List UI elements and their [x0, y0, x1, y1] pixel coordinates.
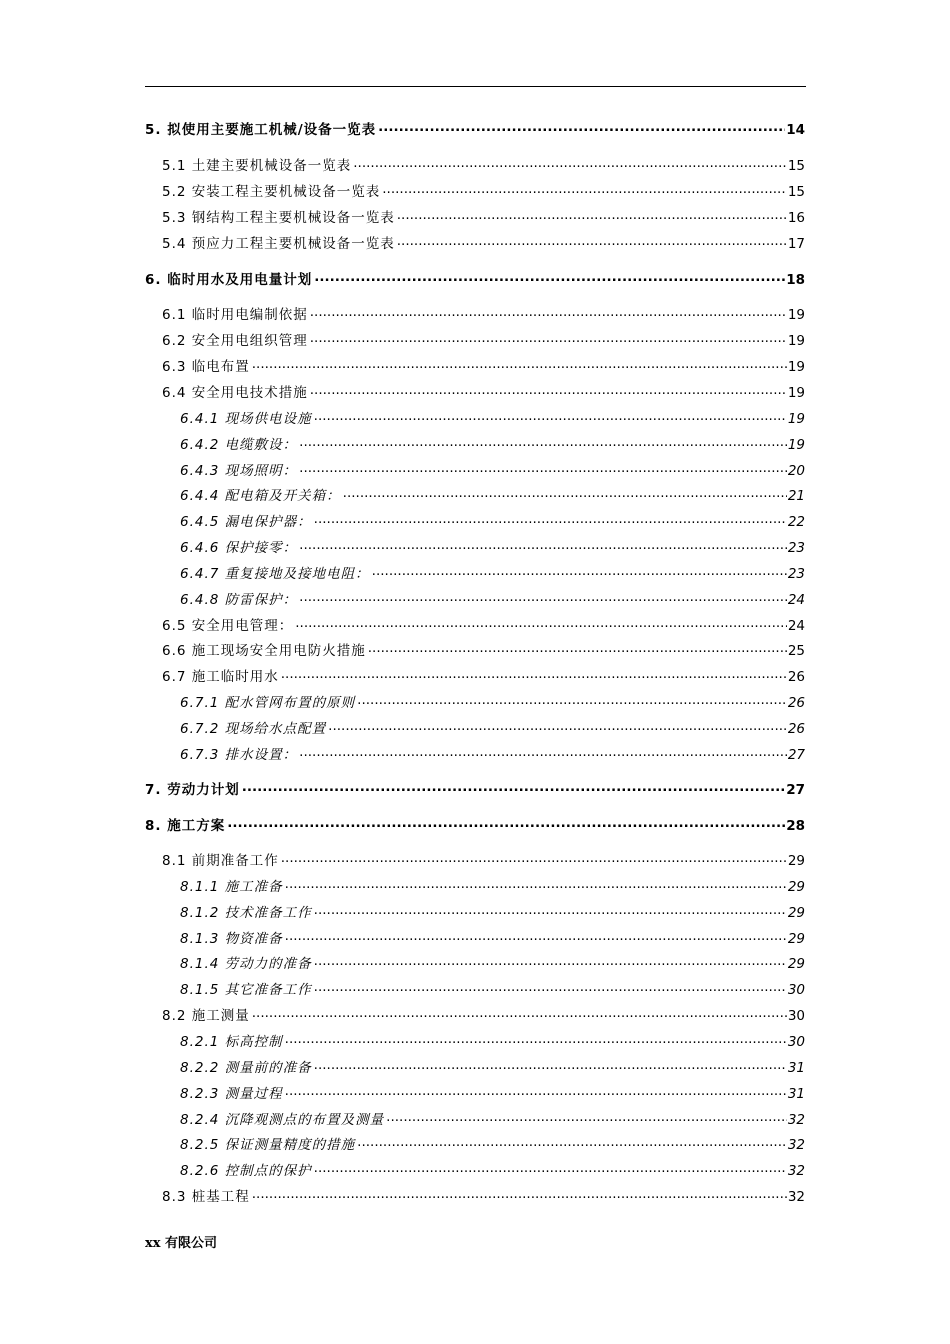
toc-dot-leader — [285, 878, 787, 892]
toc-dot-leader — [314, 981, 787, 995]
toc-entry[interactable] — [180, 588, 805, 608]
toc-dot-leader — [299, 462, 787, 476]
toc-entry[interactable] — [180, 875, 805, 895]
toc-entry-page-number: 16 — [787, 210, 805, 226]
toc-dot-leader — [386, 1111, 787, 1125]
toc-dot-leader — [357, 1136, 787, 1150]
toc-entry[interactable] — [180, 433, 805, 453]
footer-company: xx 有限公司 — [145, 1236, 218, 1251]
toc-entry-title: 8.2.3 测量过程 — [180, 1086, 283, 1102]
toc-dot-leader — [314, 271, 785, 285]
toc-entry[interactable] — [180, 1133, 805, 1153]
toc-entry-page-number: 19 — [787, 307, 805, 323]
toc-dot-leader — [328, 720, 787, 734]
toc-entry-title: 7. 劳动力计划 — [145, 782, 240, 798]
toc-dot-leader — [252, 1007, 787, 1021]
toc-entry-title: 6.4.5 漏电保护器： — [180, 514, 312, 530]
toc-entry-page-number: 24 — [787, 618, 805, 634]
toc-entry-page-number: 22 — [787, 514, 805, 530]
toc-entry-title: 6.7 施工临时用水 — [162, 669, 279, 685]
toc-entry[interactable] — [145, 268, 805, 288]
toc-dot-leader — [368, 642, 787, 656]
toc-entry[interactable] — [162, 303, 805, 323]
toc-entry[interactable] — [180, 459, 805, 479]
toc-entry-title: 6.4.7 重复接地及接地电阻： — [180, 566, 370, 582]
toc-entry-page-number: 32 — [787, 1137, 805, 1153]
toc-dot-leader — [252, 358, 787, 372]
toc-dot-leader — [314, 513, 787, 527]
toc-entry[interactable] — [180, 743, 805, 763]
toc-entry[interactable] — [180, 484, 805, 504]
toc-dot-leader — [281, 668, 787, 682]
toc-entry[interactable] — [162, 329, 805, 349]
toc-entry-page-number: 27 — [786, 782, 805, 798]
toc-dot-leader — [285, 1033, 787, 1047]
toc-dot-leader — [252, 1188, 787, 1202]
toc-entry[interactable] — [162, 665, 805, 685]
toc-entry-page-number: 21 — [787, 488, 805, 504]
toc-entry[interactable] — [180, 901, 805, 921]
toc-entry-page-number: 20 — [787, 463, 805, 479]
toc-entry[interactable] — [162, 206, 805, 226]
toc-entry-title: 5.2 安装工程主要机械设备一览表 — [162, 184, 381, 200]
toc-entry[interactable] — [162, 154, 805, 174]
toc-entry-title: 8.1.4 劳动力的准备 — [180, 956, 312, 972]
toc-entry-title: 8.2.2 测量前的准备 — [180, 1060, 312, 1076]
toc-entry[interactable] — [180, 717, 805, 737]
toc-entry[interactable] — [162, 180, 805, 200]
toc-entry[interactable] — [162, 381, 805, 401]
toc-entry-title: 6.4.1 现场供电设施 — [180, 411, 312, 427]
toc-entry[interactable] — [162, 614, 805, 634]
toc-entry-title: 6.7.1 配水管网布置的原则 — [180, 695, 356, 711]
toc-entry-title: 6.4 安全用电技术措施 — [162, 385, 308, 401]
toc-entry-title: 6.7.2 现场给水点配置 — [180, 721, 327, 737]
toc-entry[interactable] — [162, 1004, 805, 1024]
toc-entry-title: 8.2.1 标高控制 — [180, 1034, 283, 1050]
toc-entry-page-number: 24 — [787, 592, 805, 608]
toc-entry[interactable] — [180, 1108, 805, 1128]
toc-entry-title: 8.2.4 沉降观测点的布置及测量 — [180, 1112, 385, 1128]
toc-dot-leader — [285, 930, 787, 944]
toc-entry-title: 8.1.5 其它准备工作 — [180, 982, 312, 998]
toc-entry-page-number: 17 — [787, 236, 805, 252]
toc-dot-leader — [299, 591, 787, 605]
toc-entry[interactable] — [180, 691, 805, 711]
toc-entry[interactable] — [180, 1159, 805, 1179]
toc-dot-leader — [353, 157, 787, 171]
toc-entry[interactable] — [180, 407, 805, 427]
toc-entry-title: 8. 施工方案 — [145, 818, 226, 834]
toc-entry-title: 5.1 土建主要机械设备一览表 — [162, 158, 352, 174]
toc-entry[interactable] — [145, 814, 805, 834]
toc-entry[interactable] — [162, 1185, 805, 1205]
toc-entry-title: 5. 拟使用主要施工机械/设备一览表 — [145, 122, 377, 138]
toc-dot-leader — [357, 694, 787, 708]
toc-entry[interactable] — [180, 536, 805, 556]
toc-entry-page-number: 19 — [787, 385, 805, 401]
toc-dot-leader — [372, 565, 787, 579]
toc-dot-leader — [295, 617, 787, 631]
toc-entry-page-number: 32 — [787, 1163, 805, 1179]
toc-entry[interactable] — [145, 118, 805, 138]
toc-entry[interactable] — [162, 355, 805, 375]
toc-dot-leader — [299, 746, 787, 760]
toc-entry-page-number: 30 — [787, 1034, 805, 1050]
toc-entry-page-number: 15 — [787, 158, 805, 174]
toc-entry[interactable] — [162, 232, 805, 252]
toc-entry-page-number: 14 — [786, 122, 805, 138]
toc-entry-page-number: 28 — [786, 818, 805, 834]
header-rule — [145, 86, 806, 87]
toc-entry-page-number: 27 — [787, 747, 805, 763]
toc-entry[interactable] — [180, 952, 805, 972]
toc-dot-leader — [310, 384, 787, 398]
toc-dot-leader — [242, 781, 785, 795]
toc-dot-leader — [343, 487, 787, 501]
toc-entry-page-number: 32 — [787, 1112, 805, 1128]
toc-entry-page-number: 19 — [787, 437, 805, 453]
toc-entry-page-number: 23 — [787, 566, 805, 582]
toc-entry-page-number: 31 — [787, 1086, 805, 1102]
toc-entry-title: 6. 临时用水及用电量计划 — [145, 272, 313, 288]
toc-entry-page-number: 29 — [787, 853, 805, 869]
toc-entry-title: 6.5 安全用电管理： — [162, 618, 294, 634]
toc-dot-leader — [299, 436, 787, 450]
toc-entry[interactable] — [145, 778, 805, 798]
toc-entry-page-number: 29 — [787, 931, 805, 947]
toc-entry[interactable] — [180, 1082, 805, 1102]
toc-entry-title: 8.2.5 保证测量精度的措施 — [180, 1137, 356, 1153]
toc-entry-page-number: 30 — [787, 1008, 805, 1024]
toc-entry[interactable] — [180, 978, 805, 998]
toc-dot-leader — [378, 121, 785, 135]
toc-entry-title: 8.2 施工测量 — [162, 1008, 250, 1024]
toc-entry-page-number: 30 — [787, 982, 805, 998]
toc-entry-title: 6.4.2 电缆敷设： — [180, 437, 298, 453]
toc-entry-page-number: 32 — [787, 1189, 805, 1205]
toc-entry[interactable] — [180, 1056, 805, 1076]
toc-entry-page-number: 29 — [787, 879, 805, 895]
toc-entry-page-number: 29 — [787, 956, 805, 972]
toc-entry-page-number: 19 — [787, 411, 805, 427]
toc-dot-leader — [382, 183, 787, 197]
toc-dot-leader — [397, 209, 787, 223]
toc-entry[interactable] — [180, 1030, 805, 1050]
toc-entry[interactable] — [180, 927, 805, 947]
toc-entry-page-number: 26 — [787, 695, 805, 711]
toc-entry-page-number: 25 — [787, 643, 805, 659]
toc-entry-title: 6.4.3 现场照明： — [180, 463, 298, 479]
toc-entry-title: 8.1.3 物资准备 — [180, 931, 283, 947]
toc-entry-title: 6.4.6 保护接零： — [180, 540, 298, 556]
toc-entry-page-number: 31 — [787, 1060, 805, 1076]
toc-entry[interactable] — [180, 510, 805, 530]
toc-entry-title: 6.6 施工现场安全用电防火措施 — [162, 643, 366, 659]
toc-entry-page-number: 18 — [786, 272, 805, 288]
toc-entry-page-number: 19 — [787, 359, 805, 375]
toc-entry-title: 8.1.2 技术准备工作 — [180, 905, 312, 921]
toc-dot-leader — [310, 306, 787, 320]
toc-dot-leader — [310, 332, 787, 346]
toc-entry-title: 8.2.6 控制点的保护 — [180, 1163, 312, 1179]
toc-entry-title: 8.3 桩基工程 — [162, 1189, 250, 1205]
toc-dot-leader — [227, 817, 785, 831]
toc-dot-leader — [314, 410, 787, 424]
toc-dot-leader — [299, 539, 787, 553]
toc-entry-title: 6.1 临时用电编制依据 — [162, 307, 308, 323]
toc-entry-title: 6.4.4 配电箱及开关箱： — [180, 488, 341, 504]
toc-dot-leader — [314, 955, 787, 969]
toc-entry-page-number: 19 — [787, 333, 805, 349]
toc-dot-leader — [397, 235, 787, 249]
toc-entry[interactable] — [162, 639, 805, 659]
toc-entry-title: 6.3 临电布置 — [162, 359, 250, 375]
toc-entry-title: 5.4 预应力工程主要机械设备一览表 — [162, 236, 395, 252]
toc-entry-page-number: 26 — [787, 669, 805, 685]
toc-entry-title: 8.1 前期准备工作 — [162, 853, 279, 869]
toc-entry-title: 6.7.3 排水设置： — [180, 747, 298, 763]
toc-entry-page-number: 15 — [787, 184, 805, 200]
toc-entry-title: 6.4.8 防雷保护： — [180, 592, 298, 608]
toc-entry-page-number: 23 — [787, 540, 805, 556]
toc-dot-leader — [314, 904, 787, 918]
toc-dot-leader — [281, 852, 787, 866]
toc-entry-title: 5.3 钢结构工程主要机械设备一览表 — [162, 210, 395, 226]
toc-entry[interactable] — [180, 562, 805, 582]
toc-dot-leader — [314, 1162, 787, 1176]
toc-dot-leader — [285, 1085, 787, 1099]
toc-entry-page-number: 26 — [787, 721, 805, 737]
toc-entry[interactable] — [162, 849, 805, 869]
toc-entry-page-number: 29 — [787, 905, 805, 921]
toc-entry-title: 8.1.1 施工准备 — [180, 879, 283, 895]
toc-dot-leader — [314, 1059, 787, 1073]
toc-entry-title: 6.2 安全用电组织管理 — [162, 333, 308, 349]
